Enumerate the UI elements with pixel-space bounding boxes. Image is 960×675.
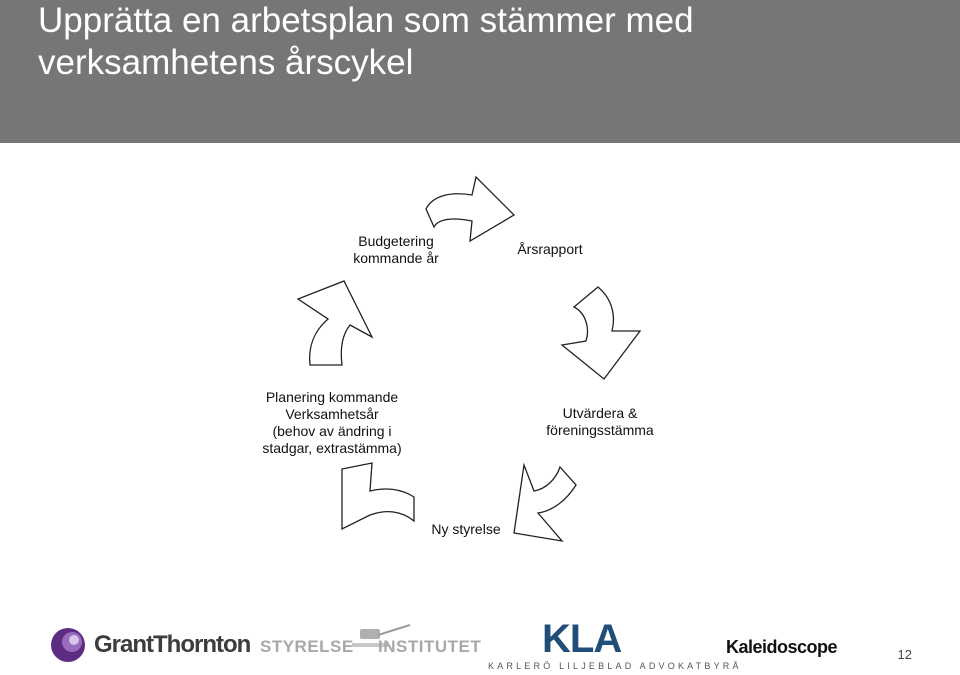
cycle-arrow-left xyxy=(296,279,374,367)
step-utvardera-line-2: föreningsstämma xyxy=(546,422,654,438)
slide-title xyxy=(38,0,694,84)
step-arsrapport-line-1: Årsrapport xyxy=(517,241,583,257)
grant-thornton-text: GrantThornton xyxy=(94,631,251,658)
kla-subtitle: KARLERÖ LILJEBLAD ADVOKATBYRÅ xyxy=(488,661,742,671)
slide-title-line-1: Upprätta en arbetsplan som stämmer med xyxy=(38,1,694,40)
step-budgetering xyxy=(326,233,466,267)
step-planering-line-1: Planering kommande xyxy=(265,389,399,405)
step-budgetering-line-1: Budgetering xyxy=(358,233,434,249)
step-planering-line-4: stadgar, extrastämma) xyxy=(262,440,402,456)
cycle-diagram xyxy=(0,143,960,603)
step-ny-styrelse xyxy=(416,521,516,538)
step-utvardera-line-1: Utvärdera & xyxy=(562,405,638,421)
grant-thornton-logo xyxy=(50,625,250,665)
step-planering xyxy=(246,389,418,457)
page-number: 12 xyxy=(897,647,912,662)
step-ny-styrelse-line-1: Ny styrelse xyxy=(431,521,501,537)
kaleidoscope-text: Kaleidoscope xyxy=(726,637,838,657)
cycle-arrow-bottom-right xyxy=(512,463,578,543)
slide-title-line-2: verksamhetens årscykel xyxy=(38,43,414,82)
cycle-arrow-bottom-left xyxy=(340,461,416,531)
step-budgetering-line-2: kommande år xyxy=(353,250,439,266)
styrelseinstitutet-logo xyxy=(260,621,490,661)
title-banner xyxy=(0,0,960,143)
footer-logos xyxy=(0,603,960,674)
kla-logo xyxy=(488,617,742,675)
step-arsrapport xyxy=(500,241,600,258)
step-utvardera xyxy=(520,405,680,439)
kla-text: KLA xyxy=(542,617,622,661)
styrelse-text: STYRELSE xyxy=(260,637,354,656)
institutet-text: INSTITUTET xyxy=(378,637,482,656)
step-planering-line-2: Verksamhetsår xyxy=(285,406,379,422)
step-planering-line-3: (behov av ändring i xyxy=(272,423,392,439)
kaleidoscope-logo xyxy=(726,637,856,661)
cycle-arrow-right xyxy=(560,285,644,381)
